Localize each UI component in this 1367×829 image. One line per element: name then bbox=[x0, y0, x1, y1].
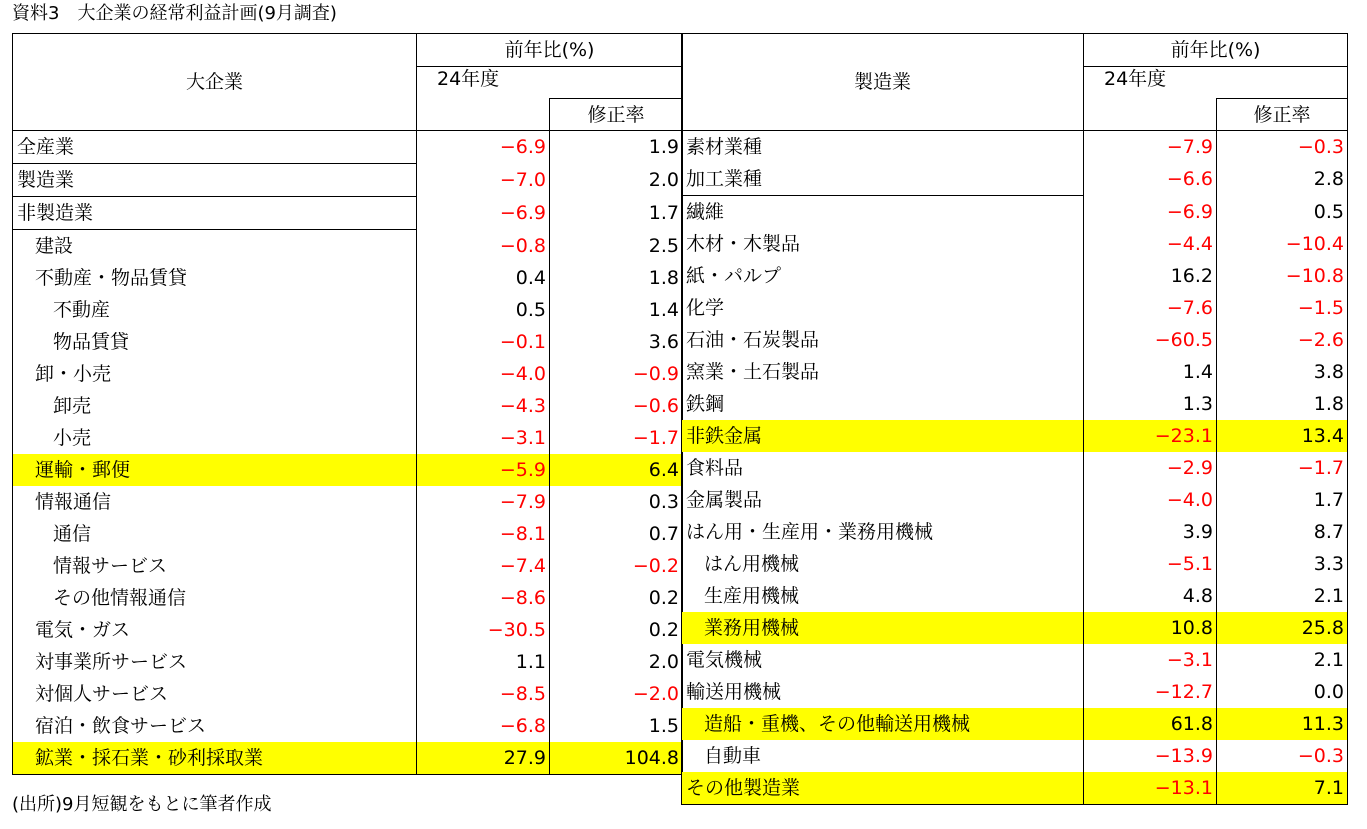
revision-value: −1.5 bbox=[1217, 292, 1348, 324]
row-label: 物品賃貸 bbox=[13, 326, 417, 358]
row-label: 情報サービス bbox=[13, 550, 417, 582]
table-row bbox=[13, 422, 683, 454]
row-label: 窯業・土石製品 bbox=[682, 356, 1084, 388]
header-fy24-spacer bbox=[417, 99, 550, 131]
row-label: はん用機械 bbox=[682, 548, 1084, 580]
source-note: (出所)9月短観をもとに筆者作成 bbox=[12, 794, 272, 815]
row-label: 生産用機械 bbox=[682, 580, 1084, 612]
table-row bbox=[13, 454, 683, 486]
row-label: 鉱業・採石業・砂利採取業 bbox=[13, 742, 417, 775]
fy24-value: −23.1 bbox=[1084, 420, 1217, 452]
revision-value: 2.8 bbox=[1217, 163, 1348, 196]
row-label: 紙・パルプ bbox=[682, 260, 1084, 292]
header-fy24-spacer bbox=[1084, 99, 1217, 131]
fy24-value: −7.4 bbox=[417, 550, 550, 582]
row-label: 対個人サービス bbox=[13, 678, 417, 710]
fy24-value: −6.9 bbox=[417, 131, 550, 164]
revision-value: 0.5 bbox=[1217, 196, 1348, 229]
row-label: 非鉄金属 bbox=[682, 420, 1084, 452]
row-label: 加工業種 bbox=[682, 163, 1084, 196]
fy24-value: −7.0 bbox=[417, 164, 550, 197]
revision-value: 3.3 bbox=[1217, 548, 1348, 580]
header-category: 製造業 bbox=[682, 34, 1084, 131]
revision-value: −2.6 bbox=[1217, 324, 1348, 356]
table-row bbox=[682, 324, 1348, 356]
fy24-value: −12.7 bbox=[1084, 676, 1217, 708]
fy24-value: −6.8 bbox=[417, 710, 550, 742]
revision-value: 8.7 bbox=[1217, 516, 1348, 548]
row-label: 運輸・郵便 bbox=[13, 454, 417, 486]
table-row bbox=[682, 740, 1348, 772]
fy24-value: −6.6 bbox=[1084, 163, 1217, 196]
table-row bbox=[682, 516, 1348, 548]
fy24-value: 16.2 bbox=[1084, 260, 1217, 292]
row-label: 製造業 bbox=[13, 164, 417, 197]
table-row bbox=[682, 548, 1348, 580]
row-label: 非製造業 bbox=[13, 197, 417, 230]
revision-value: 11.3 bbox=[1217, 708, 1348, 740]
revision-value: 1.7 bbox=[1217, 484, 1348, 516]
revision-value: −0.3 bbox=[1217, 131, 1348, 164]
row-label: はん用・生産用・業務用機械 bbox=[682, 516, 1084, 548]
fy24-value: 10.8 bbox=[1084, 612, 1217, 644]
header-revision: 修正率 bbox=[1217, 99, 1348, 131]
fy24-value: −8.1 bbox=[417, 518, 550, 550]
header-category: 大企業 bbox=[13, 34, 417, 131]
table-row bbox=[13, 358, 683, 390]
fy24-value: 1.1 bbox=[417, 646, 550, 678]
row-label: 不動産 bbox=[13, 294, 417, 326]
fy24-value: −13.9 bbox=[1084, 740, 1217, 772]
fy24-value: −0.8 bbox=[417, 230, 550, 263]
table-row bbox=[13, 262, 683, 294]
table-row bbox=[13, 550, 683, 582]
revision-value: −1.7 bbox=[550, 422, 683, 454]
row-label: 木材・木製品 bbox=[682, 228, 1084, 260]
row-label: 輸送用機械 bbox=[682, 676, 1084, 708]
table-row bbox=[682, 163, 1348, 196]
row-label: 素材業種 bbox=[682, 131, 1084, 164]
row-label: 通信 bbox=[13, 518, 417, 550]
fy24-value: −7.6 bbox=[1084, 292, 1217, 324]
row-label: 金属製品 bbox=[682, 484, 1084, 516]
revision-value: 13.4 bbox=[1217, 420, 1348, 452]
revision-value: −0.9 bbox=[550, 358, 683, 390]
revision-value: 1.7 bbox=[550, 197, 683, 230]
header-fy24: 24年度 bbox=[1084, 67, 1348, 99]
row-label: 対事業所サービス bbox=[13, 646, 417, 678]
table-row bbox=[682, 772, 1348, 805]
table-row bbox=[682, 292, 1348, 324]
page-title: 資料3 大企業の経常利益計画(9月調査) bbox=[12, 3, 337, 24]
revision-value: −10.4 bbox=[1217, 228, 1348, 260]
revision-value: −0.3 bbox=[1217, 740, 1348, 772]
table-row bbox=[682, 131, 1348, 164]
table-row bbox=[13, 646, 683, 678]
fy24-value: 0.4 bbox=[417, 262, 550, 294]
revision-value: 1.9 bbox=[550, 131, 683, 164]
revision-value: −0.6 bbox=[550, 390, 683, 422]
fy24-value: 3.9 bbox=[1084, 516, 1217, 548]
fy24-value: −6.9 bbox=[1084, 196, 1217, 229]
fy24-value: −2.9 bbox=[1084, 452, 1217, 484]
fy24-value: −7.9 bbox=[1084, 131, 1217, 164]
revision-value: 1.4 bbox=[550, 294, 683, 326]
row-label: 小売 bbox=[13, 422, 417, 454]
revision-value: 2.1 bbox=[1217, 580, 1348, 612]
table-row bbox=[13, 197, 683, 230]
table-row bbox=[13, 614, 683, 646]
row-label: 宿泊・飲食サービス bbox=[13, 710, 417, 742]
fy24-value: −4.3 bbox=[417, 390, 550, 422]
table-row bbox=[13, 518, 683, 550]
fy24-value: −60.5 bbox=[1084, 324, 1217, 356]
fy24-value: 61.8 bbox=[1084, 708, 1217, 740]
revision-value: 0.7 bbox=[550, 518, 683, 550]
revision-value: 0.0 bbox=[1217, 676, 1348, 708]
table-row bbox=[682, 356, 1348, 388]
fy24-value: 4.8 bbox=[1084, 580, 1217, 612]
fy24-value: −30.5 bbox=[417, 614, 550, 646]
revision-value: 25.8 bbox=[1217, 612, 1348, 644]
table-row bbox=[682, 452, 1348, 484]
revision-value: 2.5 bbox=[550, 230, 683, 263]
revision-value: 104.8 bbox=[550, 742, 683, 775]
row-label: 繊維 bbox=[682, 196, 1084, 229]
table-row bbox=[682, 676, 1348, 708]
revision-value: −2.0 bbox=[550, 678, 683, 710]
table-row bbox=[13, 326, 683, 358]
revision-value: 7.1 bbox=[1217, 772, 1348, 805]
revision-value: −10.8 bbox=[1217, 260, 1348, 292]
revision-value: 2.0 bbox=[550, 646, 683, 678]
table-row bbox=[13, 710, 683, 742]
table-row bbox=[682, 644, 1348, 676]
row-label: その他情報通信 bbox=[13, 582, 417, 614]
fy24-value: −3.1 bbox=[1084, 644, 1217, 676]
table-row bbox=[682, 484, 1348, 516]
table-row bbox=[13, 230, 683, 263]
table-row bbox=[682, 388, 1348, 420]
table-row bbox=[13, 678, 683, 710]
table-row bbox=[682, 612, 1348, 644]
fy24-value: −5.9 bbox=[417, 454, 550, 486]
table-row bbox=[682, 228, 1348, 260]
large-enterprise-table bbox=[12, 33, 683, 775]
fy24-value: −8.5 bbox=[417, 678, 550, 710]
fy24-value: 1.4 bbox=[1084, 356, 1217, 388]
table-row bbox=[13, 582, 683, 614]
fy24-value: −4.4 bbox=[1084, 228, 1217, 260]
row-label: 情報通信 bbox=[13, 486, 417, 518]
row-label: 鉄鋼 bbox=[682, 388, 1084, 420]
row-label: 食料品 bbox=[682, 452, 1084, 484]
fy24-value: −3.1 bbox=[417, 422, 550, 454]
table-row bbox=[682, 580, 1348, 612]
table-row bbox=[13, 390, 683, 422]
revision-value: 1.8 bbox=[1217, 388, 1348, 420]
table-row bbox=[682, 260, 1348, 292]
row-label: 全産業 bbox=[13, 131, 417, 164]
fy24-value: 27.9 bbox=[417, 742, 550, 775]
revision-value: 3.6 bbox=[550, 326, 683, 358]
revision-value: −0.2 bbox=[550, 550, 683, 582]
fy24-value: 1.3 bbox=[1084, 388, 1217, 420]
revision-value: −1.7 bbox=[1217, 452, 1348, 484]
header-fy24: 24年度 bbox=[417, 67, 683, 99]
row-label: 電気機械 bbox=[682, 644, 1084, 676]
row-label: 不動産・物品賃貸 bbox=[13, 262, 417, 294]
revision-value: 0.3 bbox=[550, 486, 683, 518]
row-label: 卸・小売 bbox=[13, 358, 417, 390]
revision-value: 0.2 bbox=[550, 614, 683, 646]
manufacturing-table bbox=[681, 33, 1348, 805]
table-row bbox=[682, 708, 1348, 740]
table-row bbox=[13, 164, 683, 197]
revision-value: 1.8 bbox=[550, 262, 683, 294]
table-row bbox=[13, 131, 683, 164]
revision-value: 2.0 bbox=[550, 164, 683, 197]
fy24-value: −4.0 bbox=[417, 358, 550, 390]
table-row bbox=[13, 742, 683, 775]
fy24-value: −0.1 bbox=[417, 326, 550, 358]
row-label: その他製造業 bbox=[682, 772, 1084, 805]
table-row bbox=[13, 294, 683, 326]
revision-value: 1.5 bbox=[550, 710, 683, 742]
fy24-value: −13.1 bbox=[1084, 772, 1217, 805]
header-revision: 修正率 bbox=[550, 99, 683, 131]
revision-value: 6.4 bbox=[550, 454, 683, 486]
fy24-value: −5.1 bbox=[1084, 548, 1217, 580]
row-label: 自動車 bbox=[682, 740, 1084, 772]
row-label: 造船・重機、その他輸送用機械 bbox=[682, 708, 1084, 740]
fy24-value: −6.9 bbox=[417, 197, 550, 230]
row-label: 電気・ガス bbox=[13, 614, 417, 646]
table-row bbox=[13, 486, 683, 518]
revision-value: 0.2 bbox=[550, 582, 683, 614]
row-label: 石油・石炭製品 bbox=[682, 324, 1084, 356]
revision-value: 2.1 bbox=[1217, 644, 1348, 676]
row-label: 建設 bbox=[13, 230, 417, 263]
fy24-value: −8.6 bbox=[417, 582, 550, 614]
header-yoy-group: 前年比(%) bbox=[1084, 34, 1348, 67]
row-label: 業務用機械 bbox=[682, 612, 1084, 644]
table-row bbox=[682, 420, 1348, 452]
fy24-value: −4.0 bbox=[1084, 484, 1217, 516]
row-label: 卸売 bbox=[13, 390, 417, 422]
table-row bbox=[682, 196, 1348, 229]
fy24-value: 0.5 bbox=[417, 294, 550, 326]
header-yoy-group: 前年比(%) bbox=[417, 34, 683, 67]
row-label: 化学 bbox=[682, 292, 1084, 324]
revision-value: 3.8 bbox=[1217, 356, 1348, 388]
fy24-value: −7.9 bbox=[417, 486, 550, 518]
